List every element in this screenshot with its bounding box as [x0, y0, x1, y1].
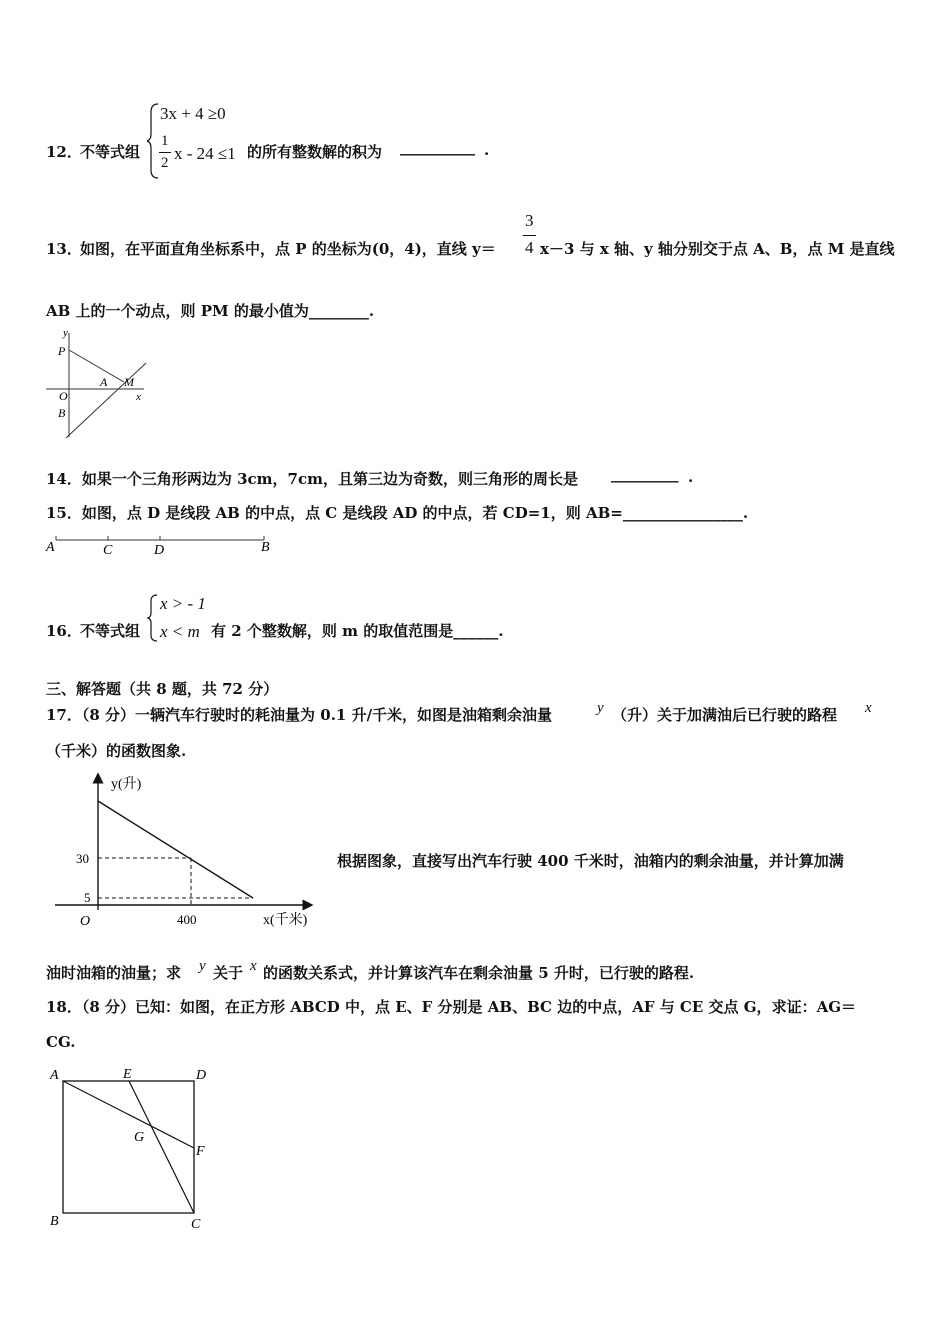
q12-inequality-2: x - 24 ≤1 — [174, 144, 236, 163]
q12-number: 12． — [46, 143, 82, 161]
q16-suffix: 有 2 个整数解，则 m 的取值范围是______. — [211, 622, 504, 640]
q16-inequality-1: x > - 1 — [160, 594, 206, 613]
q12-end: . — [484, 141, 490, 159]
q18-label-c: C — [191, 1217, 201, 1232]
q13-label-a: A — [100, 375, 108, 389]
q13-text-b: x－3 与 x 轴、y 轴分别交于点 A、B，点 M 是直线 — [540, 240, 895, 258]
q13-label-p: P — [58, 344, 66, 358]
q17-var-y2: y — [199, 958, 206, 974]
q13-label-o: O — [59, 389, 68, 403]
q13-frac-den: 4 — [525, 238, 534, 257]
q16-prefix: 不等式组 — [80, 622, 141, 640]
q12-frac-bar — [159, 152, 171, 153]
q13-frac-bar — [523, 235, 536, 236]
q18-text-b: CG. — [46, 1033, 76, 1051]
q15-label-d: D — [154, 543, 165, 558]
q17-var-x: x — [865, 700, 872, 716]
q12-inequality-1: 3x + 4 ≥0 — [160, 104, 226, 123]
q17-origin: O — [80, 914, 91, 929]
q18-text-a: 18．（8 分）已知：如图，在正方形 ABCD 中，点 E、F 分别是 AB、BC 边的中点，AF 与 CE 交点 G，求证：AG＝ — [46, 998, 857, 1016]
q16-brace — [147, 593, 159, 643]
q17-x-label: x(千米) — [263, 913, 308, 928]
q17-tick-30: 30 — [76, 851, 89, 866]
q13-text-c: AB 上的一个动点，则 PM 的最小值为________. — [46, 302, 375, 320]
q17-y-label: y(升) — [111, 777, 142, 792]
q18-label-e: E — [123, 1067, 132, 1082]
q16-inequality-2: x < m — [160, 622, 200, 641]
q17-tick-5: 5 — [84, 890, 91, 905]
q18-label-g: G — [134, 1130, 145, 1145]
q17-text-e: 关于 — [213, 964, 244, 982]
q13-line-PM — [69, 350, 124, 382]
q13-label-x: x — [136, 391, 141, 403]
q17-var-x2: x — [250, 958, 257, 974]
section3-heading: 三、解答题（共 8 题，共 72 分） — [46, 680, 279, 698]
q12-frac-den: 2 — [161, 155, 169, 171]
q15-label-c: C — [103, 543, 113, 558]
q15-figure — [44, 530, 284, 560]
q12-prefix: 不等式组 — [80, 143, 141, 161]
q18-label-f: F — [196, 1144, 205, 1159]
q12-brace — [146, 102, 160, 180]
q18-line-AF — [63, 1081, 194, 1148]
q17-text-a: 17．（8 分）一辆汽车行驶时的耗油量为 0.1 升/千米，如图是油箱剩余油量 — [46, 706, 553, 724]
q18-square-figure — [44, 1062, 224, 1237]
q13-frac-num: 3 — [525, 211, 534, 230]
q18-label-b: B — [50, 1214, 59, 1229]
q17-tick-400: 400 — [177, 912, 197, 927]
q17-text-d: 油时油箱的油量；求 — [46, 964, 182, 982]
q13-number: 13． — [46, 240, 82, 258]
q17-side-text: 根据图象，直接写出汽车行驶 400 千米时，油箱内的剩余油量，并计算加满 — [337, 852, 844, 870]
q14-text: 14．如果一个三角形两边为 3cm，7cm，且第三边为奇数，则三角形的周长是 — [46, 470, 578, 488]
q15-label-a: A — [46, 540, 55, 555]
q12-answer-blank: __________ — [400, 138, 475, 156]
q17-text-f: 的函数关系式，并计算该汽车在剩余油量 5 升时，已行驶的路程. — [263, 964, 695, 982]
q14-answer-blank: _________ — [611, 465, 679, 483]
q18-label-d: D — [196, 1068, 207, 1083]
q13-text-a: 如图，在平面直角坐标系中，点 P 的坐标为(0，4)，直线 y＝ — [80, 240, 496, 258]
q12-frac-num: 1 — [161, 133, 169, 149]
q15-label-b: B — [261, 540, 270, 555]
q18-square — [63, 1081, 194, 1213]
q13-label-m: M — [124, 375, 134, 389]
q13-label-y: y — [63, 327, 68, 339]
q12-suffix: 的所有整数解的积为 — [247, 143, 383, 161]
q14-end: . — [688, 468, 694, 486]
q15-text: 15．如图，点 D 是线段 AB 的中点，点 C 是线段 AD 的中点，若 CD=1，则 AB=________________. — [46, 504, 749, 522]
q17-text-b: （升）关于加满油后已行驶的路程 — [612, 706, 838, 724]
q18-label-a: A — [50, 1068, 59, 1083]
q13-label-b: B — [58, 406, 66, 420]
q17-function-line — [98, 801, 253, 898]
q17-var-y: y — [597, 700, 604, 716]
q18-line-EC — [129, 1081, 194, 1213]
q17-graph — [50, 768, 340, 933]
q16-number: 16． — [46, 622, 82, 640]
q17-text-c: （千米）的函数图象. — [46, 742, 187, 760]
q13-figure — [44, 325, 154, 440]
